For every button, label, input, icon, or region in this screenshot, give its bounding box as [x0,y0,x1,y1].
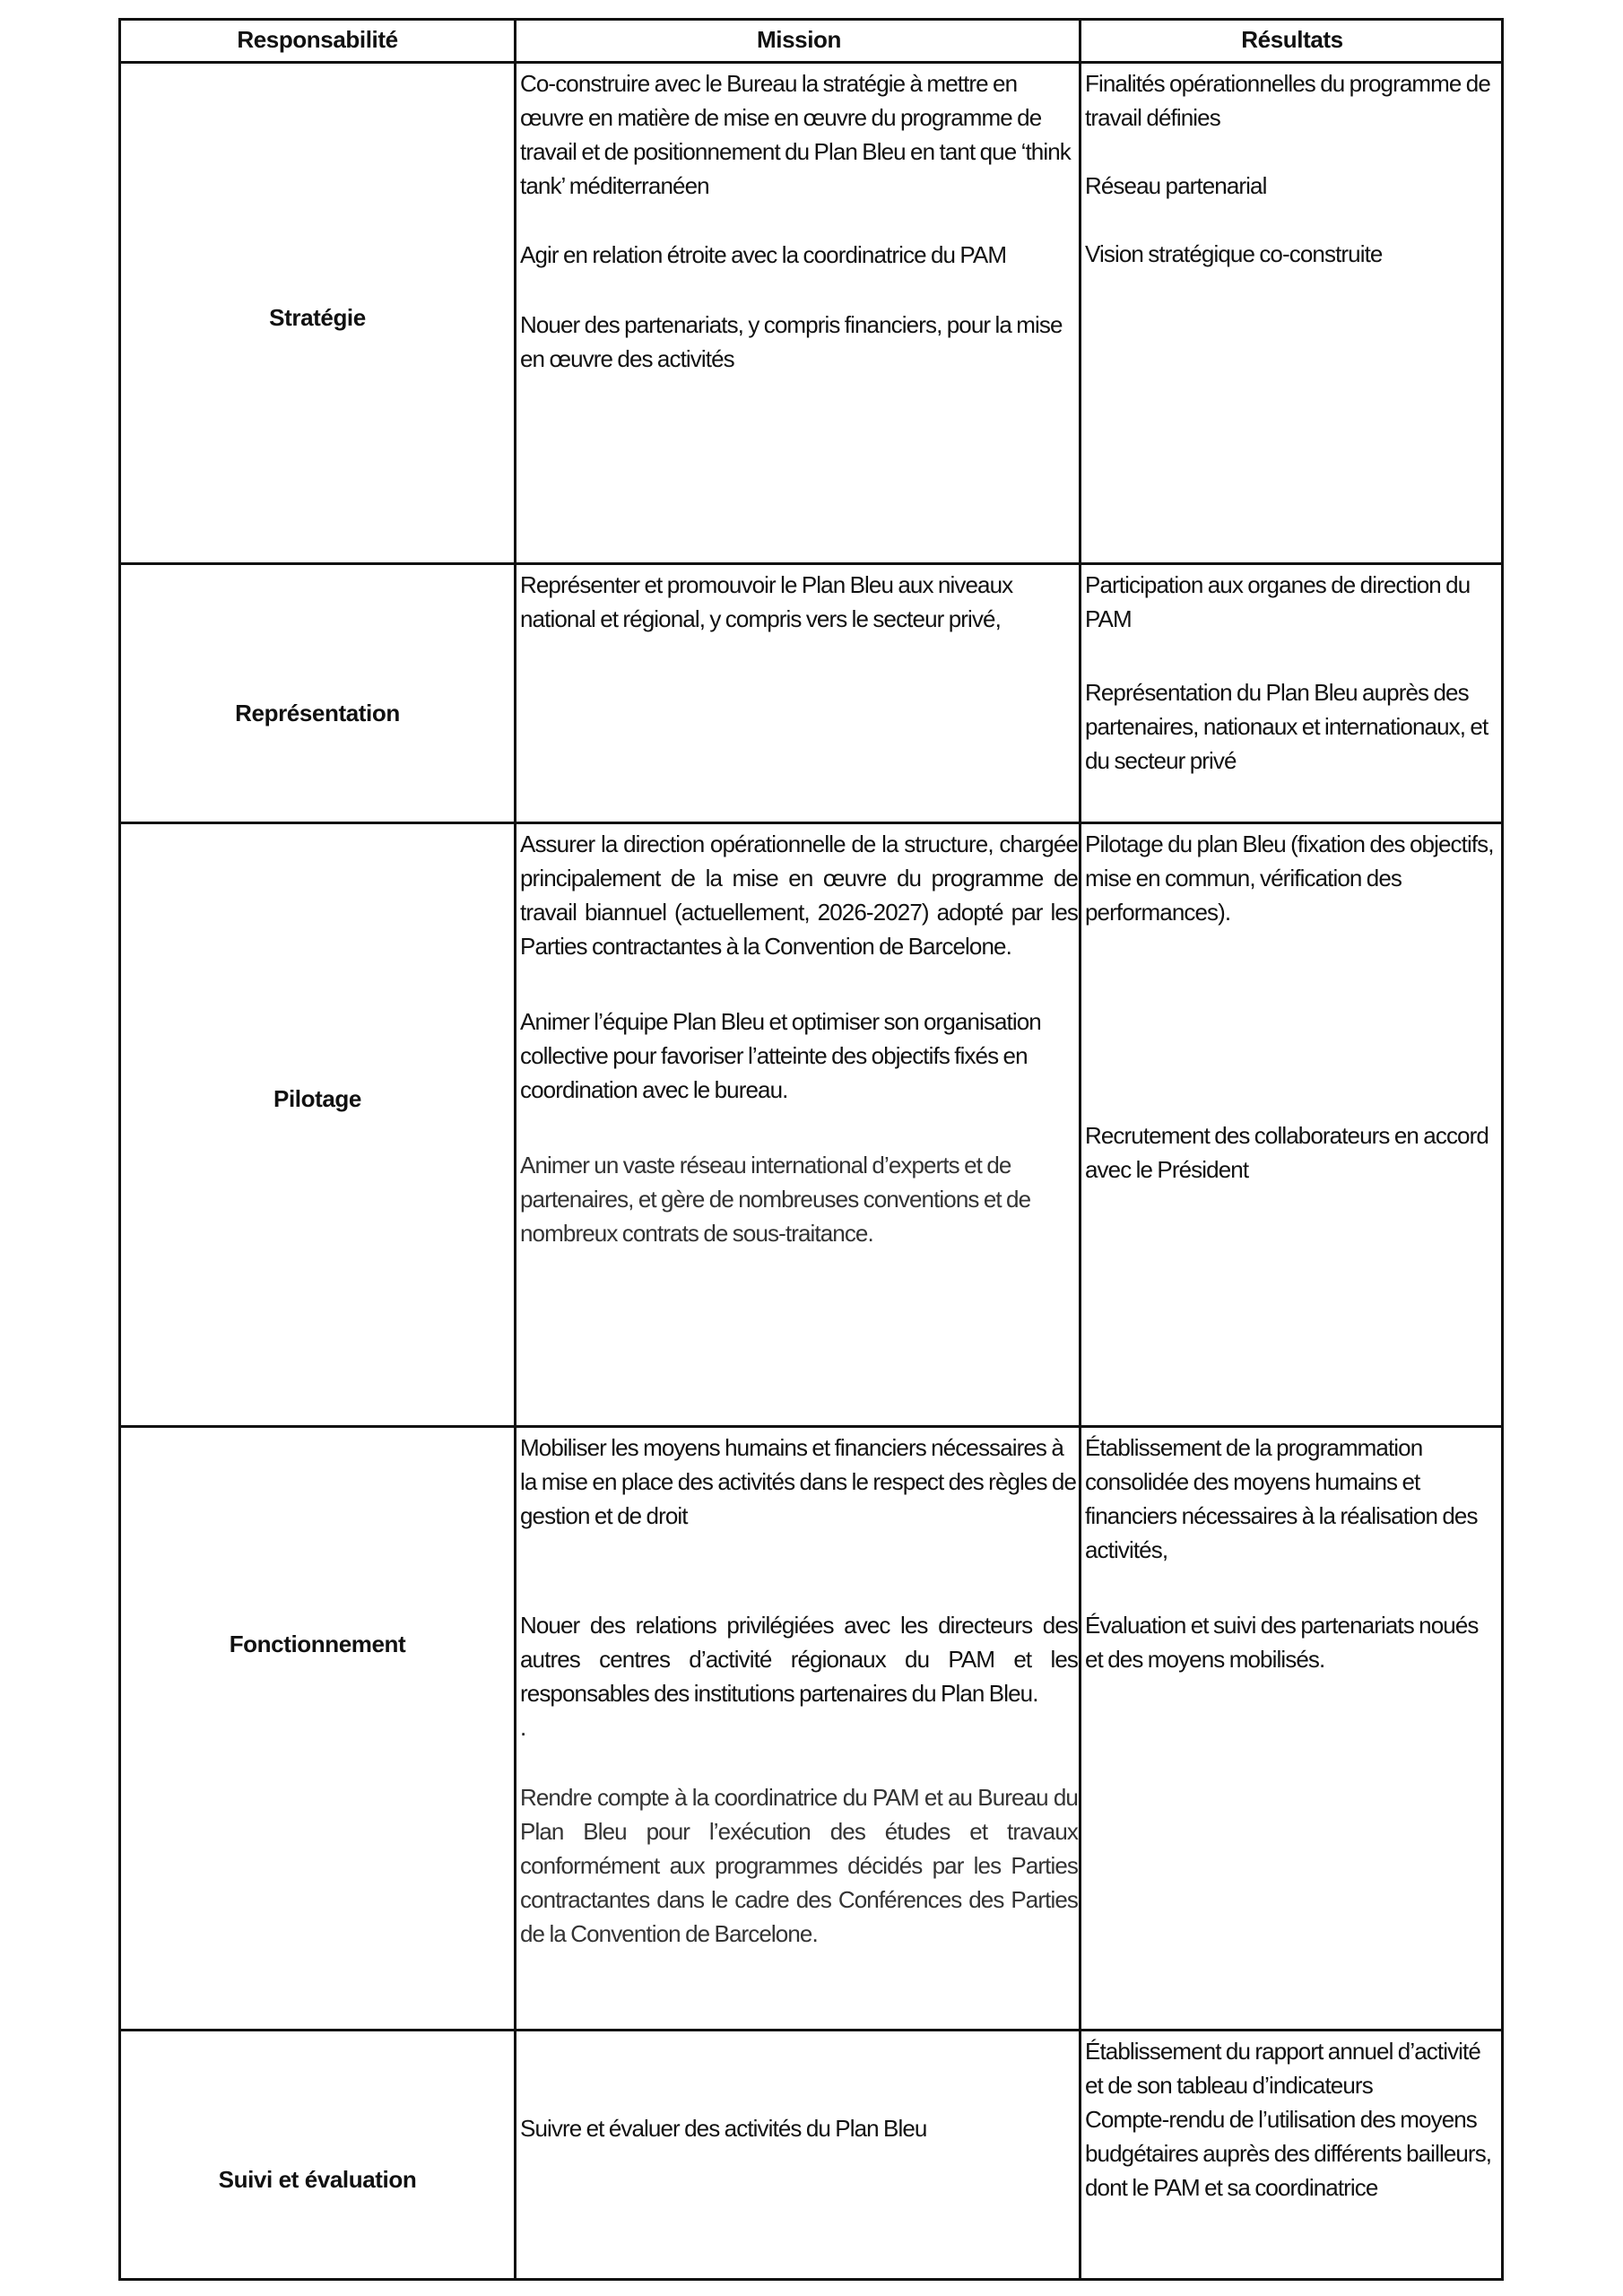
mission-paragraph: Représenter et promouvoir le Plan Bleu aux niveaux national et régional, y compris vers le secteur privé, [520,571,1013,632]
mission-paragraph: Animer l’équipe Plan Bleu et optimiser son organisation collective pour favoriser l’atteinte des objectifs fixés en coordination avec le bureau. [520,1008,1041,1103]
mission-text [520,2111,1078,2145]
mission-cell [516,2031,1081,2278]
responsibilities-table [118,18,1504,2280]
results-cell [1081,565,1503,822]
results-cell [1081,1428,1503,2029]
result-paragraph: Établissement du rapport annuel d’activité et de son tableau d’indicateurs [1085,2038,1480,2099]
result-paragraph: Réseau partenarial [1085,172,1267,199]
result-paragraph: Évaluation et suivi des partenariats noués et des moyens mobilisés. [1085,1612,1479,1673]
result-paragraph: Participation aux organes de direction du PAM [1085,571,1471,632]
results-text [1085,568,1499,778]
results-text [1085,827,1499,1187]
results-cell [1081,824,1503,1425]
result-paragraph: Représentation du Plan Bleu auprès des partenaires, nationaux et internationaux, et du secteur privé [1085,679,1488,774]
mission-text [520,827,1078,1250]
mission-cell [516,824,1081,1425]
mission-paragraph: Co-construire avec le Bureau la stratégie à mettre en œuvre en matière de mise en œuvre du programme de travail et de positionnement du Plan Bleu en tant que ‘think tank’ méditerranéen [520,70,1071,199]
table-border-bottom [118,2278,1504,2281]
result-paragraph: Établissement de la programmation consolidée des moyens humains et financiers nécessaires à la réalisation des activités, [1085,1434,1478,1563]
mission-text [520,66,1078,376]
responsibility-label: Pilotage [273,1085,361,1112]
results-text [1085,1431,1499,1676]
mission-cell [516,565,1081,822]
responsibility-label: Suivi et évaluation [218,2166,417,2193]
mission-cell [516,64,1081,562]
mission-text [520,568,1078,636]
result-paragraph: Vision stratégique co-construite [1085,240,1383,267]
header-mission: Mission [757,26,841,53]
header-responsabilite: Responsabilité [237,26,398,53]
responsibility-label: Représentation [235,700,400,726]
mission-text [520,1431,1078,1951]
table-row-fonctionnement [118,1428,516,2029]
table-row-strategie [118,64,516,562]
mission-paragraph: Nouer des partenariats, y compris financiers, pour la mise en œuvre des activités [520,311,1063,372]
mission-paragraph: Rendre compte à la coordinatrice du PAM et au Bureau du Plan Bleu pour l’exécution des études et travaux conformément aux programmes décidés par les Parties contractantes dans le cadre des Conférences des Parties de la Convention de Barcelone. [520,1784,1078,1947]
mission-paragraph: Suivre et évaluer des activités du Plan Bleu [520,2115,927,2142]
responsibility-label: Fonctionnement [229,1631,406,1657]
table-row-suivi-evaluation [118,2031,516,2278]
result-paragraph: Compte-rendu de l’utilisation des moyens budgétaires auprès des différents bailleurs, dont le PAM et sa coordinatrice [1085,2106,1492,2201]
mission-paragraph: Nouer des relations privilégiées avec les directeurs des autres centres d’activité régionaux du PAM et les responsables des institutions partenaires du Plan Bleu. [520,1612,1078,1707]
mission-paragraph: . [520,1714,526,1741]
mission-paragraph: Assurer la direction opérationnelle de la structure, chargée principalement de la mise en œuvre du programme de travail biannuel (actuellement, 2026-2027) adopté par les Parties contractantes à la Convention de Barcelone. [520,831,1078,960]
results-text [1085,66,1499,271]
responsibility-label: Stratégie [269,304,366,331]
results-cell [1081,2031,1503,2278]
mission-paragraph: Agir en relation étroite avec la coordinatrice du PAM [520,241,1007,268]
mission-paragraph: Animer un vaste réseau international d’experts et de partenaires, et gère de nombreuses conventions et de nombreux contrats de sous-traitance. [520,1152,1031,1247]
result-paragraph: Finalités opérationnelles du programme de travail définies [1085,70,1490,131]
results-text [1085,2034,1499,2205]
result-paragraph: Recrutement des collaborateurs en accord avec le Président [1085,1122,1488,1183]
table-row-representation [118,565,516,822]
results-cell [1081,64,1503,562]
mission-paragraph: Mobiliser les moyens humains et financiers nécessaires à la mise en place des activités dans le respect des règles de gestion et de droit [520,1434,1077,1529]
result-paragraph: Pilotage du plan Bleu (fixation des objectifs, mise en commun, vérification des performances). [1085,831,1494,926]
mission-cell [516,1428,1081,2029]
table-row-pilotage [118,824,516,1425]
header-resultats: Résultats [1241,26,1343,53]
